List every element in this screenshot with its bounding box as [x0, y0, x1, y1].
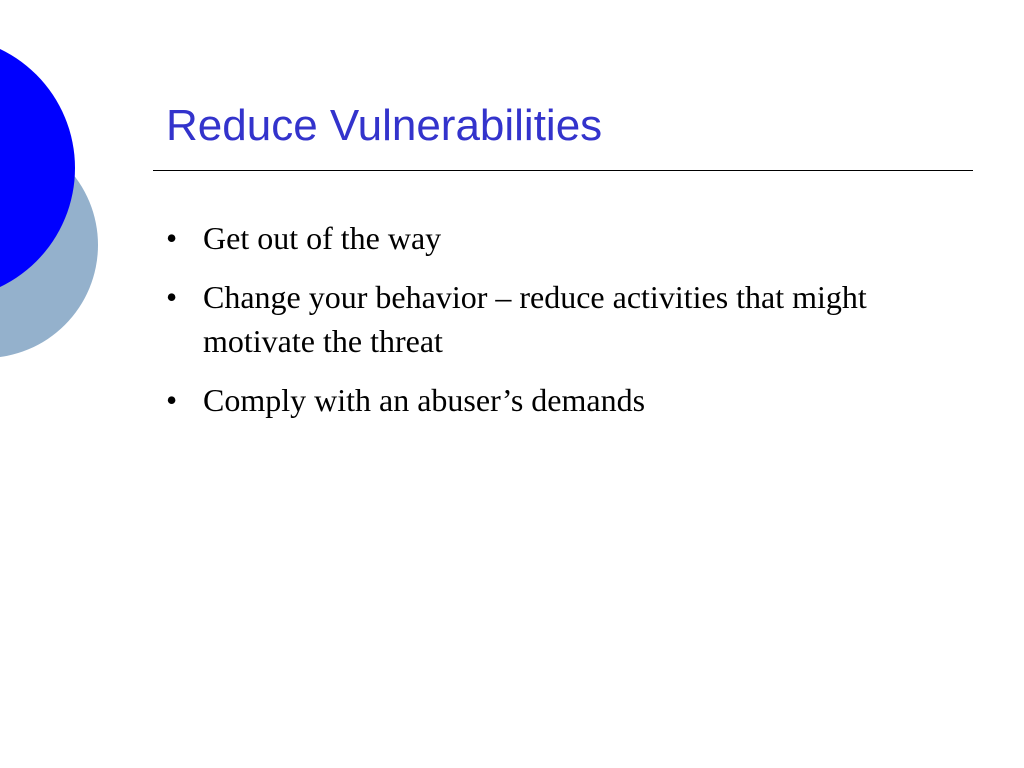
bullet-item — [166, 275, 966, 363]
bullet-marker: • — [166, 382, 178, 418]
title-divider — [153, 170, 973, 171]
bullet-text: Comply with an abuser’s demands — [203, 382, 646, 418]
bullet-item — [166, 378, 966, 422]
decorative-circles — [0, 0, 110, 410]
bullet-list — [166, 216, 966, 437]
slide-title: Reduce Vulnerabilities — [166, 101, 603, 150]
bullet-marker: • — [166, 279, 178, 315]
bullet-text: Get out of the way — [203, 220, 442, 256]
bullet-item — [166, 216, 966, 260]
bullet-text: Change your behavior – reduce activities that might motivate the threat — [203, 279, 867, 359]
bullet-marker: • — [166, 220, 178, 256]
